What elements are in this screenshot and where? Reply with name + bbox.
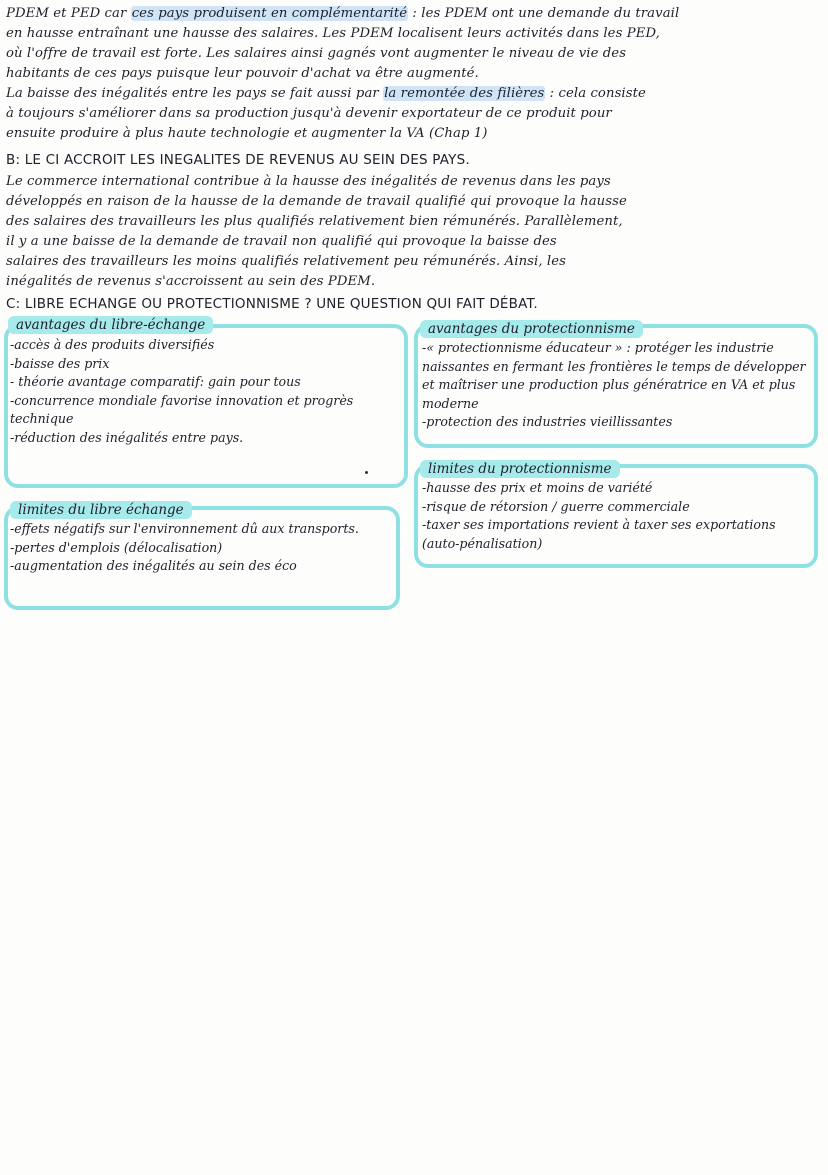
intro-paragraph — [6, 4, 822, 144]
intro-line-2: en hausse entraînant une hausse des salaires. Les PDEM localisent leurs activités dans les PED, — [6, 26, 660, 41]
intro-line-6: à toujours s'améliorer dans sa production jusqu'à devenir exportateur de ce produit pour — [6, 106, 612, 121]
list-item: -augmentation des inégalités au sein des éco — [10, 558, 297, 573]
list-item: -taxer ses importations revient à taxer ses exportations (auto-pénalisation) — [422, 517, 776, 551]
list-item: -concurrence mondiale favorise innovation et progrès technique — [10, 392, 354, 426]
title-limites-protectionnisme: limites du protectionnisme — [420, 460, 620, 478]
list-item: -protection des industries vieillissantes — [422, 414, 673, 429]
stray-dot-mark — [365, 471, 368, 474]
intro-line-1 — [6, 4, 822, 24]
heading-b: B: LE CI ACCROIT LES INEGALITES DE REVENUS AU SEIN DES PAYS. — [6, 152, 470, 168]
list-item: -hausse des prix et moins de variété — [422, 480, 653, 495]
section-b-paragraph — [6, 172, 822, 292]
intro-line-5 — [6, 84, 822, 104]
title-avantages-protectionnisme: avantages du protectionnisme — [420, 320, 643, 338]
list-item: -« protectionnisme éducateur » : protéger les industrie naissantes en fermant les frontières le temps de développer et maîtriser une production plus génératrice en VA et plus moderne — [422, 340, 806, 411]
intro-line-5-end: : cela consiste — [545, 86, 646, 101]
heading-c: C: LIBRE ECHANGE OU PROTECTIONNISME ? UNE QUESTION QUI FAIT DÉBAT. — [6, 296, 538, 312]
list-item: -risque de rétorsion / guerre commerciale — [422, 498, 690, 514]
title-limites-libre-echange: limites du libre échange — [10, 501, 192, 519]
list-item: -pertes d'emplois (délocalisation) — [10, 539, 223, 555]
list-item: -réduction des inégalités entre pays. — [10, 429, 244, 445]
section-b-line-6: inégalités de revenus s'accroissent au sein des PDEM. — [6, 274, 376, 289]
list-item: -baisse des prix — [10, 355, 110, 371]
intro-line-5-start: La baisse des inégalités entre les pays se fait aussi par — [6, 86, 384, 101]
title-avantages-libre-echange: avantages du libre-échange — [8, 316, 213, 334]
list-item: -accès à des produits diversifiés — [10, 337, 215, 352]
intro-line-1-end: : les PDEM ont une demande du travail — [408, 6, 680, 21]
section-b-line-4: il y a une baisse de la demande de travail non qualifié qui provoque la baisse des — [6, 234, 557, 249]
intro-line-4: habitants de ces pays puisque leur pouvoir d'achat va être augmenté. — [6, 66, 479, 81]
list-item: -effets négatifs sur l'environnement dû aux transports. — [10, 521, 359, 536]
section-b-line-2: développés en raison de la hausse de la demande de travail qualifié qui provoque la hausse — [6, 194, 627, 209]
list-avantages-libre-echange — [10, 336, 402, 447]
list-limites-libre-echange — [10, 520, 394, 576]
list-limites-protectionnisme — [422, 479, 810, 553]
section-b-line-1: Le commerce international contribue à la hausse des inégalités de revenus dans les pays — [6, 174, 611, 189]
intro-line-3: où l'offre de travail est forte. Les salaires ainsi gagnés vont augmenter le niveau de vie des — [6, 46, 627, 61]
section-b-line-5: salaires des travailleurs les moins qualifiés relativement peu rémunérés. Ainsi, les — [6, 254, 567, 269]
section-b-line-3: des salaires des travailleurs les plus qualifiés relativement bien rémunérés. Parallèlement, — [6, 214, 623, 229]
list-avantages-protectionnisme — [422, 339, 810, 432]
highlight-remontee-filieres: la remontée des filières — [384, 86, 545, 101]
intro-line-1-start: PDEM et PED car — [6, 6, 131, 21]
highlight-complementarite: ces pays produisent en complémentarité — [131, 6, 408, 21]
intro-line-7: ensuite produire à plus haute technologie et augmenter la VA (Chap 1) — [6, 126, 488, 141]
list-item: - théorie avantage comparatif: gain pour tous — [10, 374, 301, 389]
